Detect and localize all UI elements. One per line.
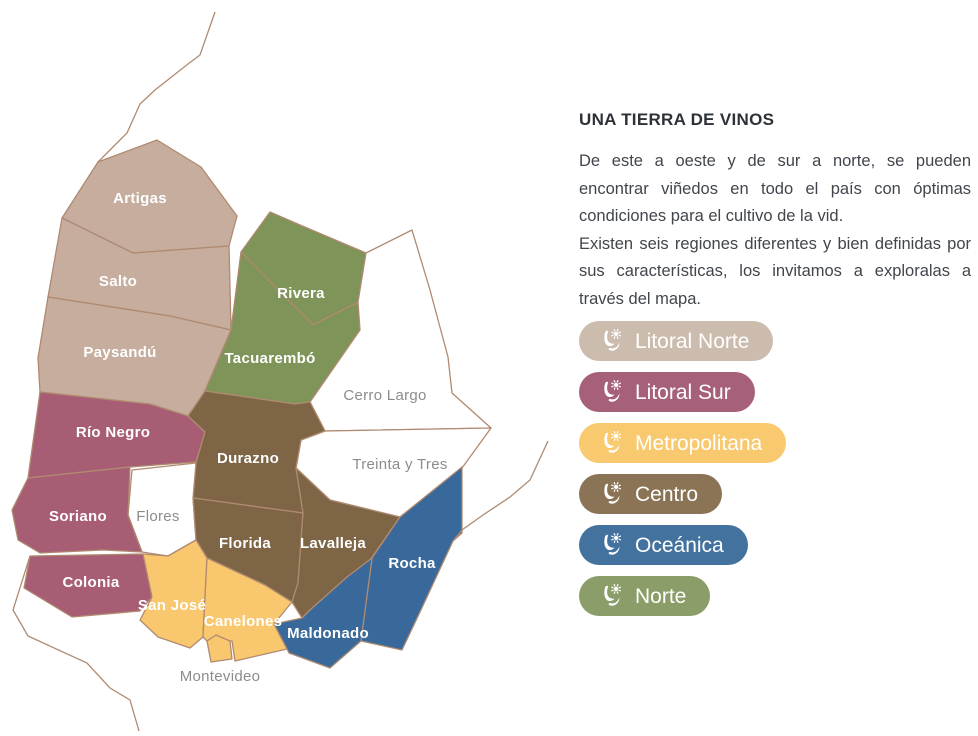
intro-paragraph-2: Existen seis regiones diferentes y bien definidas por sus características, los invitamos a exploralas a través del mapa. xyxy=(579,234,971,308)
department-soriano[interactable] xyxy=(12,467,142,553)
department-label-durazno: Durazno xyxy=(216,450,280,467)
sun-crescent-icon xyxy=(599,430,626,457)
department-label-tacuarembo: Tacuarembó xyxy=(224,350,316,367)
department-label-flores: Flores xyxy=(136,508,180,525)
department-label-rio-negro: Río Negro xyxy=(75,424,151,441)
region-button-norte[interactable] xyxy=(579,576,710,616)
sun-crescent-icon xyxy=(599,328,626,355)
region-button-label: Oceánica xyxy=(635,533,724,557)
department-label-rocha: Rocha xyxy=(388,555,436,572)
intro-paragraph-1: De este a oeste y de sur a norte, se pueden encontrar viñedos en todo el país con óptimas condiciones para el cultivo de la vid. xyxy=(579,152,971,225)
region-button-label: Litoral Sur xyxy=(635,380,731,404)
region-button-oceanica[interactable] xyxy=(579,525,748,565)
region-button-row xyxy=(579,372,971,423)
department-label-montevideo: Montevideo xyxy=(179,668,261,685)
region-button-label: Centro xyxy=(635,482,699,506)
region-button-label: Litoral Norte xyxy=(635,329,750,353)
info-panel xyxy=(579,110,971,627)
department-label-artigas: Artigas xyxy=(113,190,167,207)
region-button-litoral-sur[interactable] xyxy=(579,372,755,412)
department-label-san-jose: San José xyxy=(137,597,207,614)
department-label-lavalleja: Lavalleja xyxy=(299,535,367,552)
department-colonia[interactable] xyxy=(24,554,152,617)
department-label-canelones: Canelones xyxy=(203,613,283,630)
region-buttons xyxy=(579,321,971,627)
region-button-label: Metropolitana xyxy=(635,431,763,455)
page-title: UNA TIERRA DE VINOS xyxy=(579,110,775,129)
department-label-salto: Salto xyxy=(98,273,138,290)
region-button-label: Norte xyxy=(635,584,687,608)
region-button-row xyxy=(579,576,971,627)
department-label-paysandu: Paysandú xyxy=(83,344,157,361)
department-label-rivera: Rivera xyxy=(277,285,325,302)
region-button-litoral-norte[interactable] xyxy=(579,321,773,361)
department-label-florida: Florida xyxy=(218,535,272,552)
region-button-row xyxy=(579,474,971,525)
sun-crescent-icon xyxy=(599,481,626,508)
department-label-treinta-y-tres: Treinta y Tres xyxy=(352,456,448,473)
sun-crescent-icon xyxy=(599,583,626,610)
region-button-row xyxy=(579,525,971,576)
sun-crescent-icon xyxy=(599,532,626,559)
department-label-soriano: Soriano xyxy=(49,508,107,525)
department-label-colonia: Colonia xyxy=(62,574,120,591)
sun-crescent-icon xyxy=(599,379,626,406)
department-label-cerro-largo: Cerro Largo xyxy=(343,387,427,404)
region-button-centro[interactable] xyxy=(579,474,722,514)
region-button-row xyxy=(579,321,971,372)
region-button-row xyxy=(579,423,971,474)
department-label-maldonado: Maldonado xyxy=(287,625,369,642)
region-button-metropolitana[interactable] xyxy=(579,423,786,463)
